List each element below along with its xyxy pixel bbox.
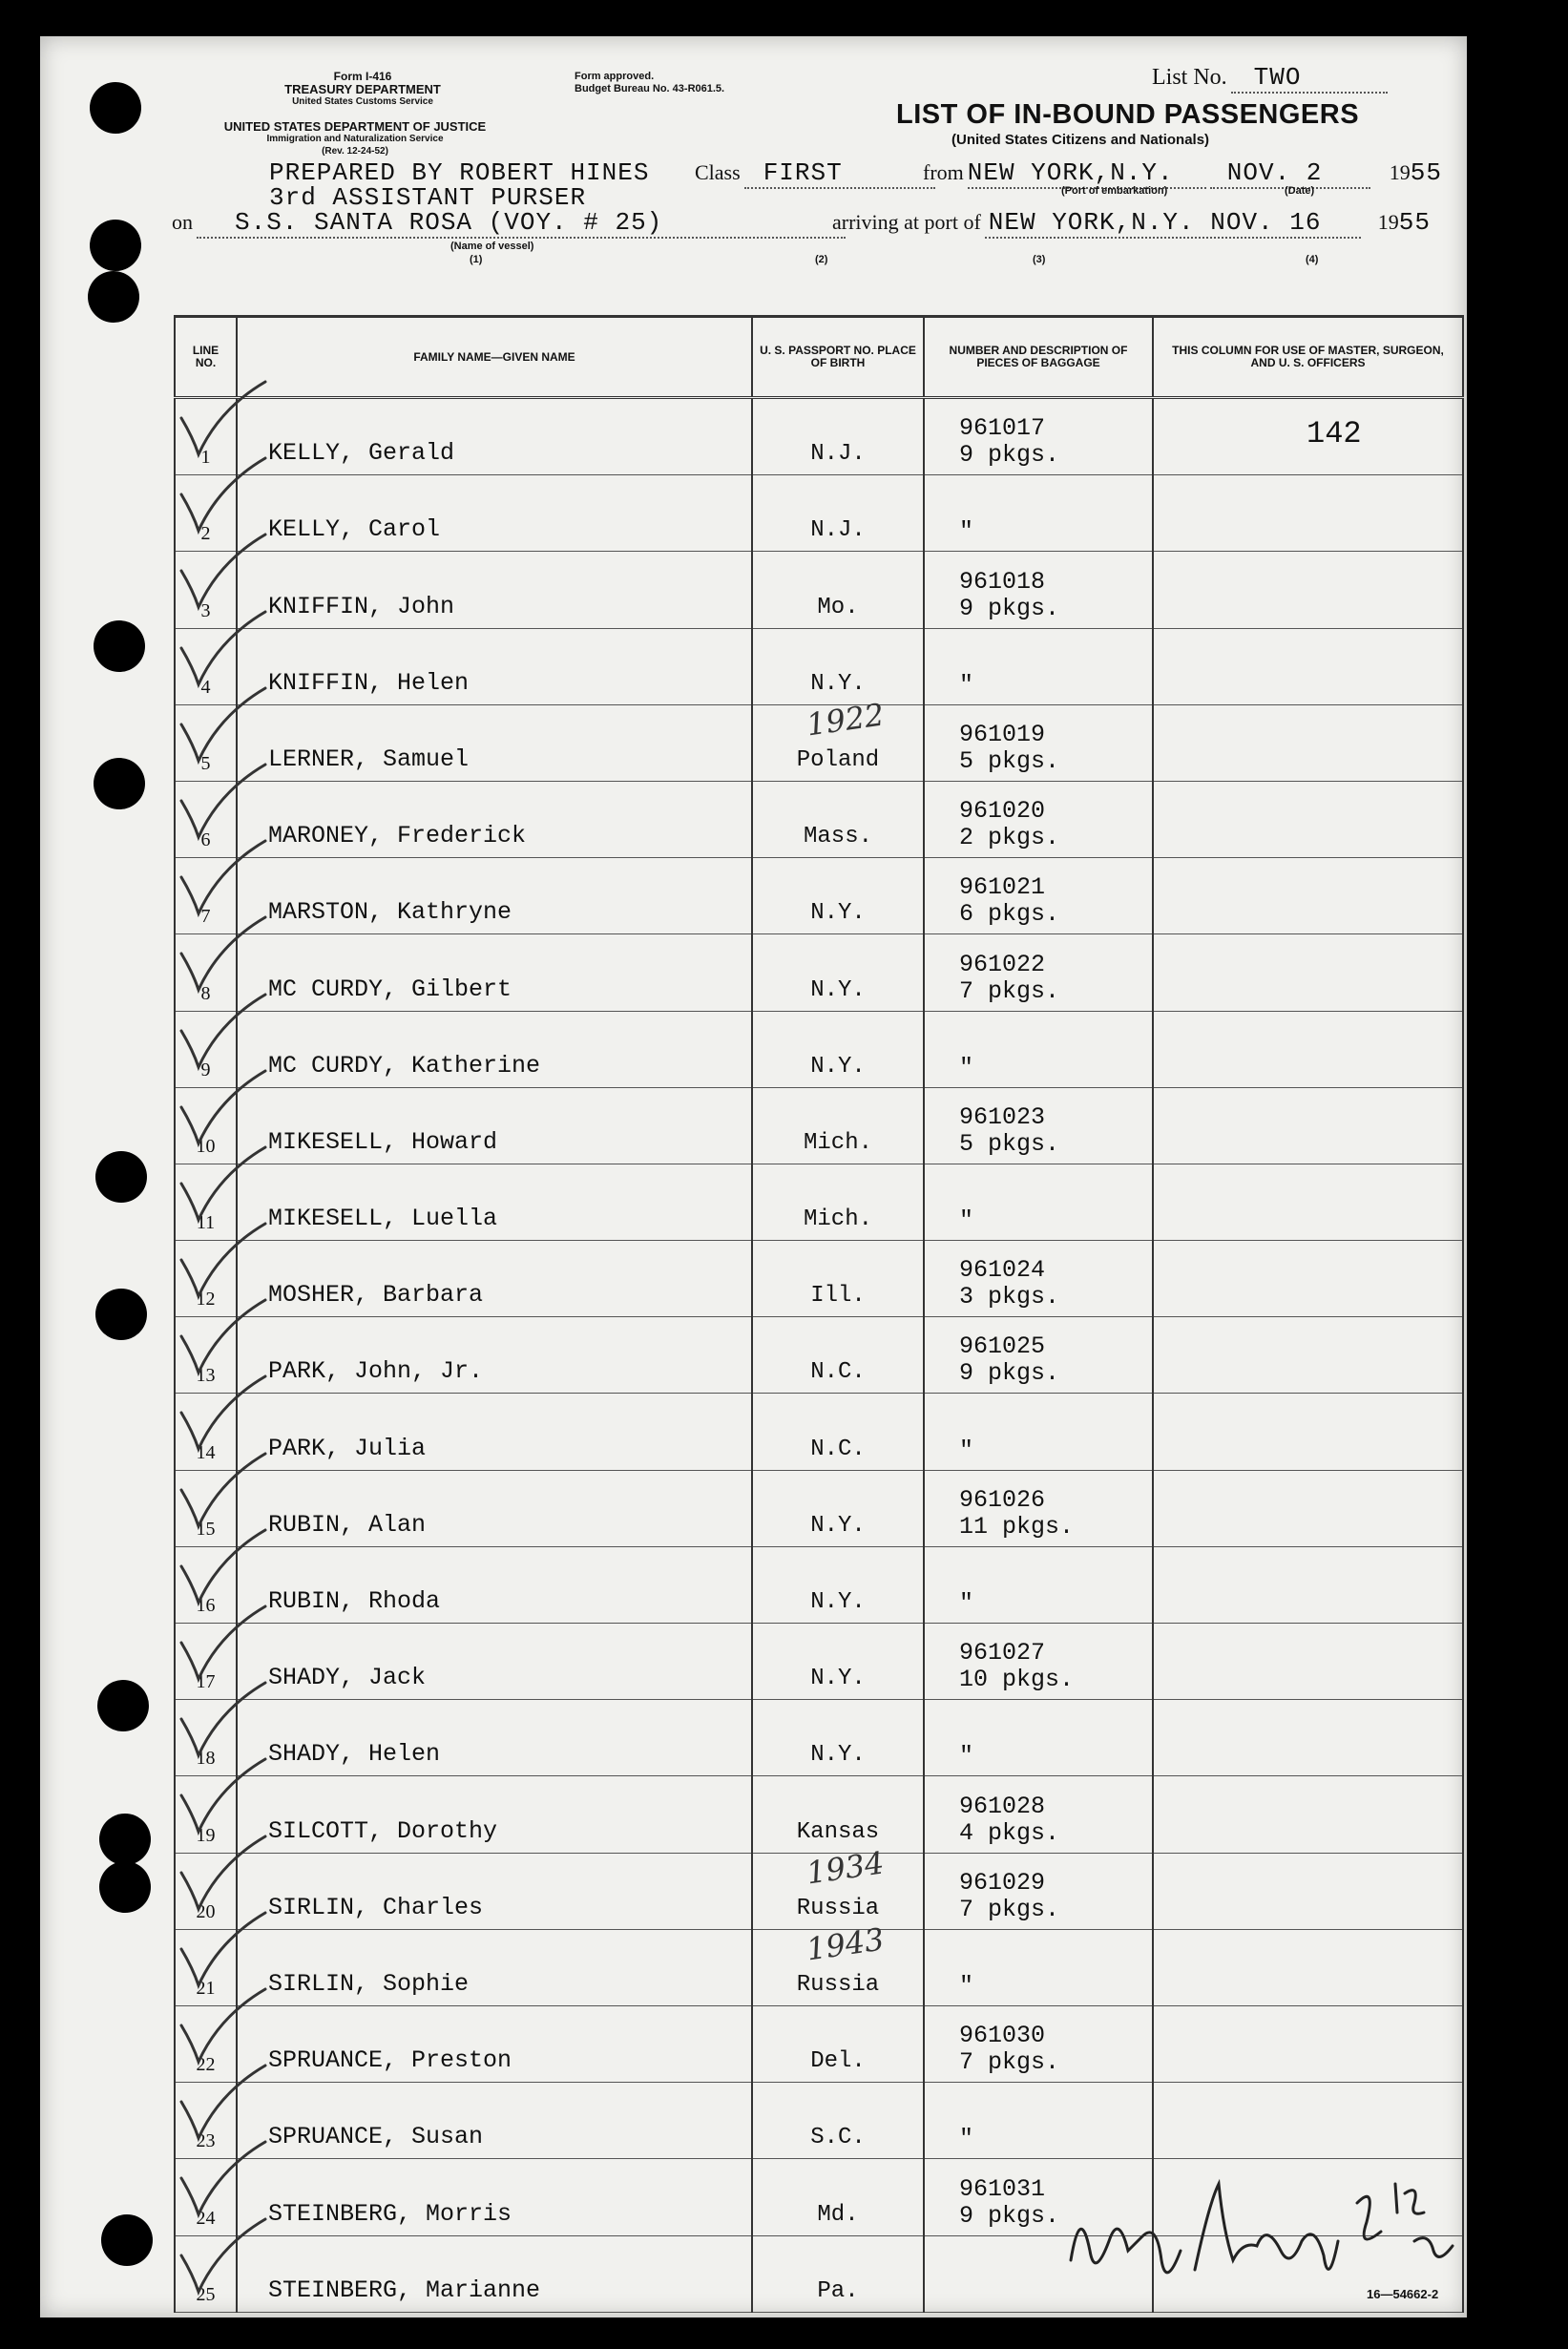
baggage-number: " <box>959 1206 974 1235</box>
table-row <box>175 1317 1463 1394</box>
line-number: 13 <box>196 1365 216 1387</box>
binder-hole <box>95 1151 147 1203</box>
baggage-number: 961018 <box>959 567 1046 596</box>
birthplace: Ill. <box>810 1283 866 1310</box>
port-embark-caption: (Port of embarkation) <box>1061 185 1168 197</box>
baggage-cell <box>924 1011 1153 1087</box>
col-header-baggage: NUMBER AND DESCRIPTION OF PIECES OF BAGGAGE <box>924 317 1153 398</box>
binder-hole <box>101 2214 153 2266</box>
baggage-pieces: 9 pkgs. <box>959 2201 1060 2230</box>
col-header-officers: THIS COLUMN FOR USE OF MASTER, SURGEON, AND U. S. OFFICERS <box>1153 317 1463 398</box>
birthplace-cell <box>752 398 924 475</box>
birthplace: Pa. <box>817 2277 859 2304</box>
table-header-row <box>175 317 1463 398</box>
passenger-name-cell <box>237 2005 752 2082</box>
baggage-number: 961020 <box>959 797 1046 826</box>
birthplace: N.Y. <box>810 670 866 697</box>
birthplace-cell <box>752 1011 924 1087</box>
passenger-name: MARSTON, Kathryne <box>268 898 512 927</box>
justice-block: UNITED STATES DEPARTMENT OF JUSTICE Immigration and Naturalization Service (Rev. 12-24-52) <box>223 119 487 157</box>
baggage-cell <box>924 475 1153 552</box>
officers-cell <box>1153 1164 1463 1240</box>
baggage-cell <box>924 1546 1153 1623</box>
table-row <box>175 1470 1463 1546</box>
baggage-cell <box>924 1470 1153 1546</box>
passenger-name: SPRUANCE, Preston <box>268 2046 512 2075</box>
officers-cell <box>1153 1776 1463 1853</box>
baggage-pieces: 7 pkgs. <box>959 1895 1060 1923</box>
binder-hole <box>90 220 141 271</box>
officers-cell <box>1153 1087 1463 1164</box>
birthplace-cell <box>752 1624 924 1700</box>
line-number: 9 <box>200 1059 211 1080</box>
baggage-cell <box>924 1087 1153 1164</box>
officers-cell <box>1153 2005 1463 2082</box>
birthplace: Mich. <box>803 1129 872 1156</box>
line-number: 25 <box>196 2283 216 2305</box>
from-field: from NEW YORK,N.Y. NOV. 2 1955 <box>923 158 1442 187</box>
passenger-name: MC CURDY, Gilbert <box>268 975 512 1003</box>
baggage-pieces: 3 pkgs. <box>959 1283 1060 1311</box>
manifest-sheet <box>40 36 1467 2318</box>
page-subtitle: (United States Citizens and Nationals) <box>951 132 1210 148</box>
line-number-cell <box>175 2235 237 2312</box>
line-number: 15 <box>196 1518 216 1540</box>
baggage-cell <box>924 858 1153 934</box>
baggage-pieces: 4 pkgs. <box>959 1818 1060 1847</box>
passenger-name: RUBIN, Rhoda <box>268 1587 441 1615</box>
col-header-line: LINE NO. <box>175 317 237 398</box>
vessel-caption: (Name of vessel) <box>450 241 534 252</box>
baggage-cell <box>924 2005 1153 2082</box>
baggage-number: " <box>959 1742 974 1771</box>
birthplace: Mich. <box>803 1206 872 1233</box>
table-row <box>175 2005 1463 2082</box>
baggage-cell <box>924 1164 1153 1240</box>
passenger-name-cell <box>237 1776 752 1853</box>
prepared-by: PREPARED BY ROBERT HINES <box>269 158 650 187</box>
birthplace-cell <box>752 1394 924 1470</box>
birthplace: Poland <box>796 746 880 773</box>
baggage-number: 961029 <box>959 1868 1046 1897</box>
baggage-pieces: 9 pkgs. <box>959 594 1060 622</box>
birthplace: N.Y. <box>810 1053 866 1080</box>
passenger-name: STEINBERG, Morris <box>268 2199 512 2228</box>
passenger-name: SILCOTT, Dorothy <box>268 1816 498 1845</box>
baggage-cell <box>924 398 1153 475</box>
passenger-name: PARK, Julia <box>268 1434 427 1462</box>
passenger-name: KELLY, Carol <box>268 515 441 544</box>
birthplace-cell <box>752 1317 924 1394</box>
birthplace-cell <box>752 1164 924 1240</box>
binder-hole <box>99 1861 151 1913</box>
birthplace: N.C. <box>810 1359 866 1386</box>
passenger-name: SHADY, Helen <box>268 1740 441 1769</box>
passenger-name-cell <box>237 552 752 628</box>
birthplace-cell <box>752 1700 924 1776</box>
baggage-cell <box>924 1317 1153 1394</box>
birthplace: N.Y. <box>810 1742 866 1769</box>
officers-cell <box>1153 475 1463 552</box>
passenger-name-cell <box>237 1624 752 1700</box>
page-title: LIST OF IN-BOUND PASSENGERS <box>896 99 1360 130</box>
birthplace: Kansas <box>796 1818 880 1845</box>
officers-cell <box>1153 1011 1463 1087</box>
handwritten-year-note: 1934 <box>804 1844 887 1892</box>
baggage-cell <box>924 1241 1153 1317</box>
birthplace: S.C. <box>810 2125 866 2151</box>
officers-cell <box>1153 1853 1463 1929</box>
passenger-name-cell <box>237 1470 752 1546</box>
baggage-number: 961031 <box>959 2174 1046 2203</box>
table-row <box>175 552 1463 628</box>
passenger-name: MOSHER, Barbara <box>268 1281 484 1310</box>
table-row <box>175 1011 1463 1087</box>
table-row <box>175 1624 1463 1700</box>
birthplace: N.J. <box>810 517 866 544</box>
birthplace-cell <box>752 628 924 704</box>
passenger-name: MC CURDY, Katherine <box>268 1051 541 1080</box>
arrival-field: arriving at port of NEW YORK,N.Y. NOV. 16 1955 <box>832 208 1432 237</box>
baggage-number: 961017 <box>959 414 1046 443</box>
table-row <box>175 1164 1463 1240</box>
baggage-cell <box>924 552 1153 628</box>
line-number: 2 <box>200 523 211 545</box>
passenger-name: MIKESELL, Luella <box>268 1205 498 1233</box>
officers-cell <box>1153 1929 1463 2005</box>
baggage-pieces: 5 pkgs. <box>959 1129 1060 1158</box>
col-num-4: (4) <box>1306 254 1319 265</box>
baggage-cell <box>924 704 1153 781</box>
baggage-pieces: 9 pkgs. <box>959 1359 1060 1388</box>
line-number: 7 <box>200 906 211 928</box>
table-row <box>175 1241 1463 1317</box>
birthplace-cell <box>752 2235 924 2312</box>
birthplace-cell <box>752 2159 924 2235</box>
table-row <box>175 1776 1463 1853</box>
table-row <box>175 398 1463 475</box>
passenger-name-cell <box>237 858 752 934</box>
birthplace-cell <box>752 1844 924 1929</box>
baggage-number: 961025 <box>959 1332 1046 1361</box>
baggage-cell <box>924 1776 1153 1853</box>
baggage-number: " <box>959 1053 974 1081</box>
officers-cell <box>1153 934 1463 1011</box>
birthplace-cell <box>752 2083 924 2159</box>
binder-hole <box>90 82 141 134</box>
line-number: 10 <box>196 1135 216 1157</box>
baggage-number: " <box>959 670 974 699</box>
baggage-pieces: 10 pkgs. <box>959 1666 1075 1694</box>
table-row <box>175 704 1463 781</box>
baggage-cell <box>924 1700 1153 1776</box>
officers-cell <box>1153 1624 1463 1700</box>
birthplace: N.C. <box>810 1436 866 1462</box>
col-header-place: U. S. PASSPORT NO. PLACE OF BIRTH <box>752 317 924 398</box>
table-row <box>175 1929 1463 2005</box>
passenger-name: PARK, John, Jr. <box>268 1357 484 1386</box>
baggage-number: 961027 <box>959 1639 1046 1667</box>
passenger-name-cell <box>237 1011 752 1087</box>
table-row <box>175 934 1463 1011</box>
birthplace-cell <box>752 1920 924 2005</box>
passenger-name-cell <box>237 2235 752 2312</box>
passenger-name: KNIFFIN, Helen <box>268 668 470 697</box>
passenger-name: KELLY, Gerald <box>268 439 455 468</box>
line-number: 17 <box>196 1671 216 1693</box>
handwritten-year-note: 1922 <box>804 696 887 744</box>
officers-cell <box>1153 1241 1463 1317</box>
passenger-name-cell <box>237 704 752 781</box>
col-num-3: (3) <box>1033 254 1046 265</box>
baggage-cell <box>924 1853 1153 1929</box>
col-header-name: FAMILY NAME—GIVEN NAME <box>237 317 752 398</box>
officers-cell <box>1153 858 1463 934</box>
birthplace-cell <box>752 552 924 628</box>
birthplace: Mo. <box>817 594 859 620</box>
table-row <box>175 858 1463 934</box>
birthplace: N.Y. <box>810 1589 866 1615</box>
birthplace: Mass. <box>803 824 872 850</box>
baggage-pieces: 5 pkgs. <box>959 746 1060 775</box>
line-number: 23 <box>196 2130 216 2152</box>
officers-cell <box>1153 704 1463 781</box>
passenger-name-cell <box>237 1394 752 1470</box>
baggage-pieces: 9 pkgs. <box>959 441 1060 470</box>
birthplace-cell <box>752 934 924 1011</box>
passenger-name: SPRUANCE, Susan <box>268 2123 484 2151</box>
birthplace: N.Y. <box>810 1666 866 1692</box>
birthplace: Md. <box>817 2201 859 2228</box>
passenger-name-cell <box>237 2083 752 2159</box>
line-number: 20 <box>196 1900 216 1922</box>
baggage-number: 961026 <box>959 1485 1046 1514</box>
birthplace-cell <box>752 781 924 857</box>
passenger-name: MARONEY, Frederick <box>268 822 527 850</box>
line-number: 18 <box>196 1748 216 1770</box>
passenger-name-cell <box>237 1317 752 1394</box>
birthplace-cell <box>752 2005 924 2082</box>
list-number: List No. TWO <box>1152 63 1388 94</box>
binder-hole <box>94 758 145 809</box>
binder-hole <box>97 1680 149 1731</box>
passenger-name: SHADY, Jack <box>268 1664 427 1692</box>
birthplace: N.Y. <box>810 900 866 927</box>
baggage-cell <box>924 934 1153 1011</box>
line-number: 24 <box>196 2207 216 2229</box>
line-number: 1 <box>200 447 211 469</box>
birthplace-cell <box>752 696 924 781</box>
line-number: 3 <box>200 599 211 621</box>
form-number-block: Form I-416 TREASURY DEPARTMENT United States Customs Service <box>284 70 441 107</box>
baggage-cell <box>924 781 1153 857</box>
passenger-name-cell <box>237 475 752 552</box>
birthplace-cell <box>752 858 924 934</box>
officers-cell <box>1153 398 1463 475</box>
baggage-cell <box>924 1624 1153 1700</box>
baggage-pieces: 2 pkgs. <box>959 824 1060 852</box>
passenger-name: STEINBERG, Marianne <box>268 2276 541 2304</box>
line-number: 11 <box>196 1212 216 1234</box>
class-field: Class FIRST <box>695 158 935 189</box>
passenger-name-cell <box>237 1087 752 1164</box>
col-num-2: (2) <box>815 254 828 265</box>
passenger-name-cell <box>237 2159 752 2235</box>
passenger-name-cell <box>237 781 752 857</box>
passenger-name-cell <box>237 1700 752 1776</box>
passenger-name: KNIFFIN, John <box>268 592 455 620</box>
binder-hole <box>94 620 145 672</box>
table-row <box>175 781 1463 857</box>
baggage-number: " <box>959 1436 974 1464</box>
birthplace: Russia <box>796 1895 880 1921</box>
passenger-name: MIKESELL, Howard <box>268 1127 498 1156</box>
officers-cell <box>1153 1470 1463 1546</box>
line-number: 22 <box>196 2054 216 2076</box>
line-number: 16 <box>196 1595 216 1616</box>
binder-hole <box>99 1814 151 1865</box>
line-number: 5 <box>200 752 211 774</box>
baggage-number: " <box>959 1971 974 2000</box>
line-number: 12 <box>196 1289 216 1311</box>
line-number: 4 <box>200 676 211 698</box>
baggage-cell <box>924 1394 1153 1470</box>
birthplace: Del. <box>810 2048 866 2075</box>
signature-text <box>1090 2260 1098 2261</box>
table-row <box>175 1700 1463 1776</box>
baggage-cell <box>924 628 1153 704</box>
birthplace: Russia <box>796 1971 880 1998</box>
passenger-name-cell <box>237 934 752 1011</box>
officers-cell <box>1153 1317 1463 1394</box>
baggage-pieces: 7 pkgs. <box>959 2048 1060 2077</box>
baggage-number: " <box>959 1589 974 1617</box>
date-caption: (Date) <box>1285 185 1315 197</box>
birthplace-cell <box>752 1470 924 1546</box>
officers-cell <box>1153 628 1463 704</box>
passenger-name-cell <box>237 1241 752 1317</box>
line-number: 8 <box>200 982 211 1004</box>
binder-hole <box>95 1289 147 1340</box>
baggage-number: 961028 <box>959 1792 1046 1820</box>
table-row <box>175 1546 1463 1623</box>
table-row <box>175 628 1463 704</box>
footer-code: 16—54662-2 <box>1367 2287 1439 2301</box>
baggage-number: " <box>959 2125 974 2153</box>
baggage-number: 961021 <box>959 873 1046 902</box>
baggage-number: 961030 <box>959 2022 1046 2050</box>
baggage-pieces: 11 pkgs. <box>959 1512 1075 1541</box>
baggage-pieces: 6 pkgs. <box>959 900 1060 929</box>
table-row <box>175 1394 1463 1470</box>
baggage-number: " <box>959 517 974 546</box>
officers-cell <box>1153 781 1463 857</box>
binder-hole <box>88 271 139 323</box>
birthplace: N.J. <box>810 441 866 468</box>
birthplace: N.Y. <box>810 1512 866 1539</box>
officers-cell <box>1153 1546 1463 1623</box>
baggage-number: 961023 <box>959 1102 1046 1131</box>
approval-block: Form approved. Budget Bureau No. 43-R061.5. <box>575 71 725 94</box>
officers-cell <box>1153 552 1463 628</box>
baggage-cell <box>924 1929 1153 2005</box>
baggage-number: 961022 <box>959 950 1046 978</box>
birthplace: N.Y. <box>810 976 866 1003</box>
birthplace-cell <box>752 1087 924 1164</box>
baggage-number: 961024 <box>959 1256 1046 1285</box>
passenger-name-cell <box>237 1853 752 1929</box>
vessel-field: on S.S. SANTA ROSA (VOY. # 25) <box>172 208 846 239</box>
passenger-table <box>174 315 1464 2313</box>
inspector-signature <box>1052 2146 1462 2298</box>
passenger-name-cell <box>237 1546 752 1623</box>
passenger-name-cell <box>237 1164 752 1240</box>
passenger-name: SIRLIN, Charles <box>268 1893 484 1921</box>
baggage-pieces: 7 pkgs. <box>959 976 1060 1005</box>
passenger-name-cell <box>237 1929 752 2005</box>
passenger-name: LERNER, Samuel <box>268 745 470 773</box>
line-number: 14 <box>196 1441 216 1463</box>
birthplace-cell <box>752 1241 924 1317</box>
officers-cell <box>1153 1700 1463 1776</box>
table-row <box>175 1087 1463 1164</box>
officer-mark: 142 <box>1307 416 1362 451</box>
table-row <box>175 475 1463 552</box>
baggage-number: 961019 <box>959 720 1046 748</box>
line-number: 6 <box>200 829 211 851</box>
passenger-name-cell <box>237 628 752 704</box>
birthplace-cell <box>752 475 924 552</box>
passenger-name: SIRLIN, Sophie <box>268 1969 470 1998</box>
line-number: 21 <box>196 1977 216 1999</box>
passenger-name-cell <box>237 398 752 475</box>
passenger-name: RUBIN, Alan <box>268 1510 427 1539</box>
prepared-title: 3rd ASSISTANT PURSER <box>269 183 587 212</box>
birthplace-cell <box>752 1546 924 1623</box>
col-num-1: (1) <box>470 254 483 265</box>
table-row <box>175 1853 1463 1929</box>
line-number: 19 <box>196 1824 216 1846</box>
officers-cell <box>1153 1394 1463 1470</box>
handwritten-year-note: 1943 <box>804 1920 887 1968</box>
birthplace-cell <box>752 1776 924 1853</box>
